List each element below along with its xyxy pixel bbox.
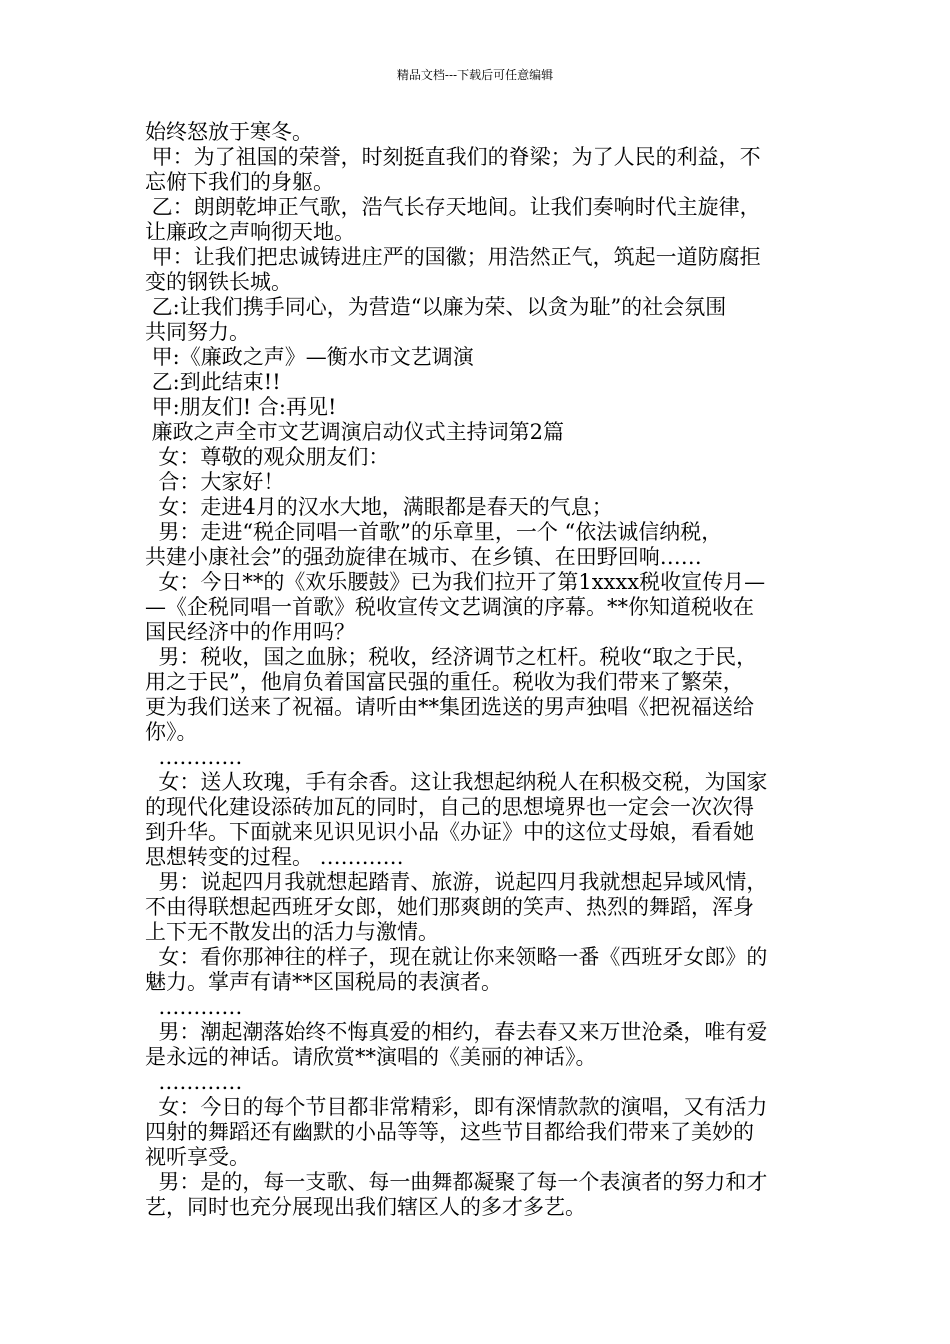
text-line: 是永远的神话。请欣赏**演唱的《美丽的神话》。 (145, 1045, 597, 1069)
text-line: 甲:《廉政之声》—衡水市文艺调演 (145, 345, 474, 369)
text-line: 共建小康社会”的强劲旋律在城市、在乡镇、在田野回响…… (145, 545, 702, 569)
text-line: 男：说起四月我就想起踏青、旅游，说起四月我就想起异域风情， (145, 870, 768, 894)
text-line: —《企税同唱一首歌》税收宣传文艺调演的序幕。**你知道税收在 (145, 595, 754, 619)
text-line: 男：潮起潮落始终不悔真爱的相约，春去春又来万世沧桑，唯有爱 (145, 1020, 768, 1044)
text-line: 不由得联想起西班牙女郎，她们那爽朗的笑声、热烈的舞蹈，浑身 (145, 895, 754, 919)
text-line: 国民经济中的作用吗？ (145, 620, 355, 644)
text-line: 艺，同时也充分展现出我们辖区人的多才多艺。 (145, 1195, 586, 1219)
text-line: 魅力。掌声有请**区国税局的表演者。 (145, 970, 502, 994)
page-header: 精品文档---下载后可任意编辑 (396, 68, 554, 82)
text-line: 四射的舞蹈还有幽默的小品等等，这些节目都给我们带来了美妙的 (145, 1120, 754, 1144)
text-line: 女：走进4月的汉水大地，满眼都是春天的气息； (145, 495, 613, 519)
text-line: 思想转变的过程。 ………… (145, 845, 404, 869)
text-line: 共同努力。 (145, 320, 250, 344)
text-line: 女：今日**的《欢乐腰鼓》已为我们拉开了第1xxxx税收宣传月— (145, 570, 766, 594)
text-line: 始终怒放于寒冬。 (145, 120, 313, 144)
text-line: 男：走进“税企同唱一首歌”的乐章里，一个 “依法诚信纳税， (145, 520, 723, 544)
text-line: 男：税收，国之血脉；税收，经济调节之杠杆。税收“取之于民， (145, 645, 758, 669)
text-line: 合：大家好！ (145, 470, 285, 494)
text-line: 女：今日的每个节目都非常精彩，即有深情款款的演唱，又有活力 (145, 1095, 768, 1119)
text-line: 忘俯下我们的身躯。 (145, 170, 334, 194)
document-body (145, 120, 815, 1220)
text-line: 乙:到此结束!! (145, 370, 281, 394)
text-line: 更为我们送来了祝福。请听由**集团选送的男声独唱《把祝福送给 (145, 695, 754, 719)
text-line: 到升华。下面就来见识见识小品《办证》中的这位丈母娘，看看她 (145, 820, 754, 844)
text-line: 视听享受。 (145, 1145, 250, 1169)
text-line: 女：看你那神往的样子，现在就让你来领略一番《西班牙女郎》的 (145, 945, 768, 969)
text-line: ………… (145, 1070, 243, 1094)
text-line: 乙：朗朗乾坤正气歌，浩气长存天地间。让我们奏响时代主旋律， (145, 195, 761, 219)
text-line: ………… (145, 995, 243, 1019)
text-line: 男：是的，每一支歌、每一曲舞都凝聚了每一个表演者的努力和才 (145, 1170, 768, 1194)
text-line: 女：送人玫瑰，手有余香。这让我想起纳税人在积极交税，为国家 (145, 770, 768, 794)
text-line: ………… (145, 745, 243, 769)
text-line: 用之于民”，他肩负着国富民强的重任。税收为我们带来了繁荣， (145, 670, 744, 694)
text-line: 甲：让我们把忠诚铸进庄严的国徽；用浩然正气，筑起一道防腐拒 (145, 245, 761, 269)
text-line: 上下无不散发出的活力与激情。 (145, 920, 439, 944)
text-line: 让廉政之声响彻天地。 (145, 220, 355, 244)
text-line: 甲:朋友们! 合:再见! (145, 395, 337, 419)
text-line: 廉政之声全市文艺调演启动仪式主持词第2篇 (145, 420, 565, 444)
text-line: 变的钢铁长城。 (145, 270, 292, 294)
text-line: 甲：为了祖国的荣誉，时刻挺直我们的脊梁；为了人民的利益，不 (145, 145, 761, 169)
text-line: 的现代化建设添砖加瓦的同时，自己的思想境界也一定会一次次得 (145, 795, 754, 819)
text-line: 乙:让我们携手同心，为营造“以廉为荣、以贪为耻”的社会氛围 (145, 295, 727, 319)
text-line: 你》。 (145, 720, 198, 744)
text-line: 女：尊敬的观众朋友们： (145, 445, 390, 469)
